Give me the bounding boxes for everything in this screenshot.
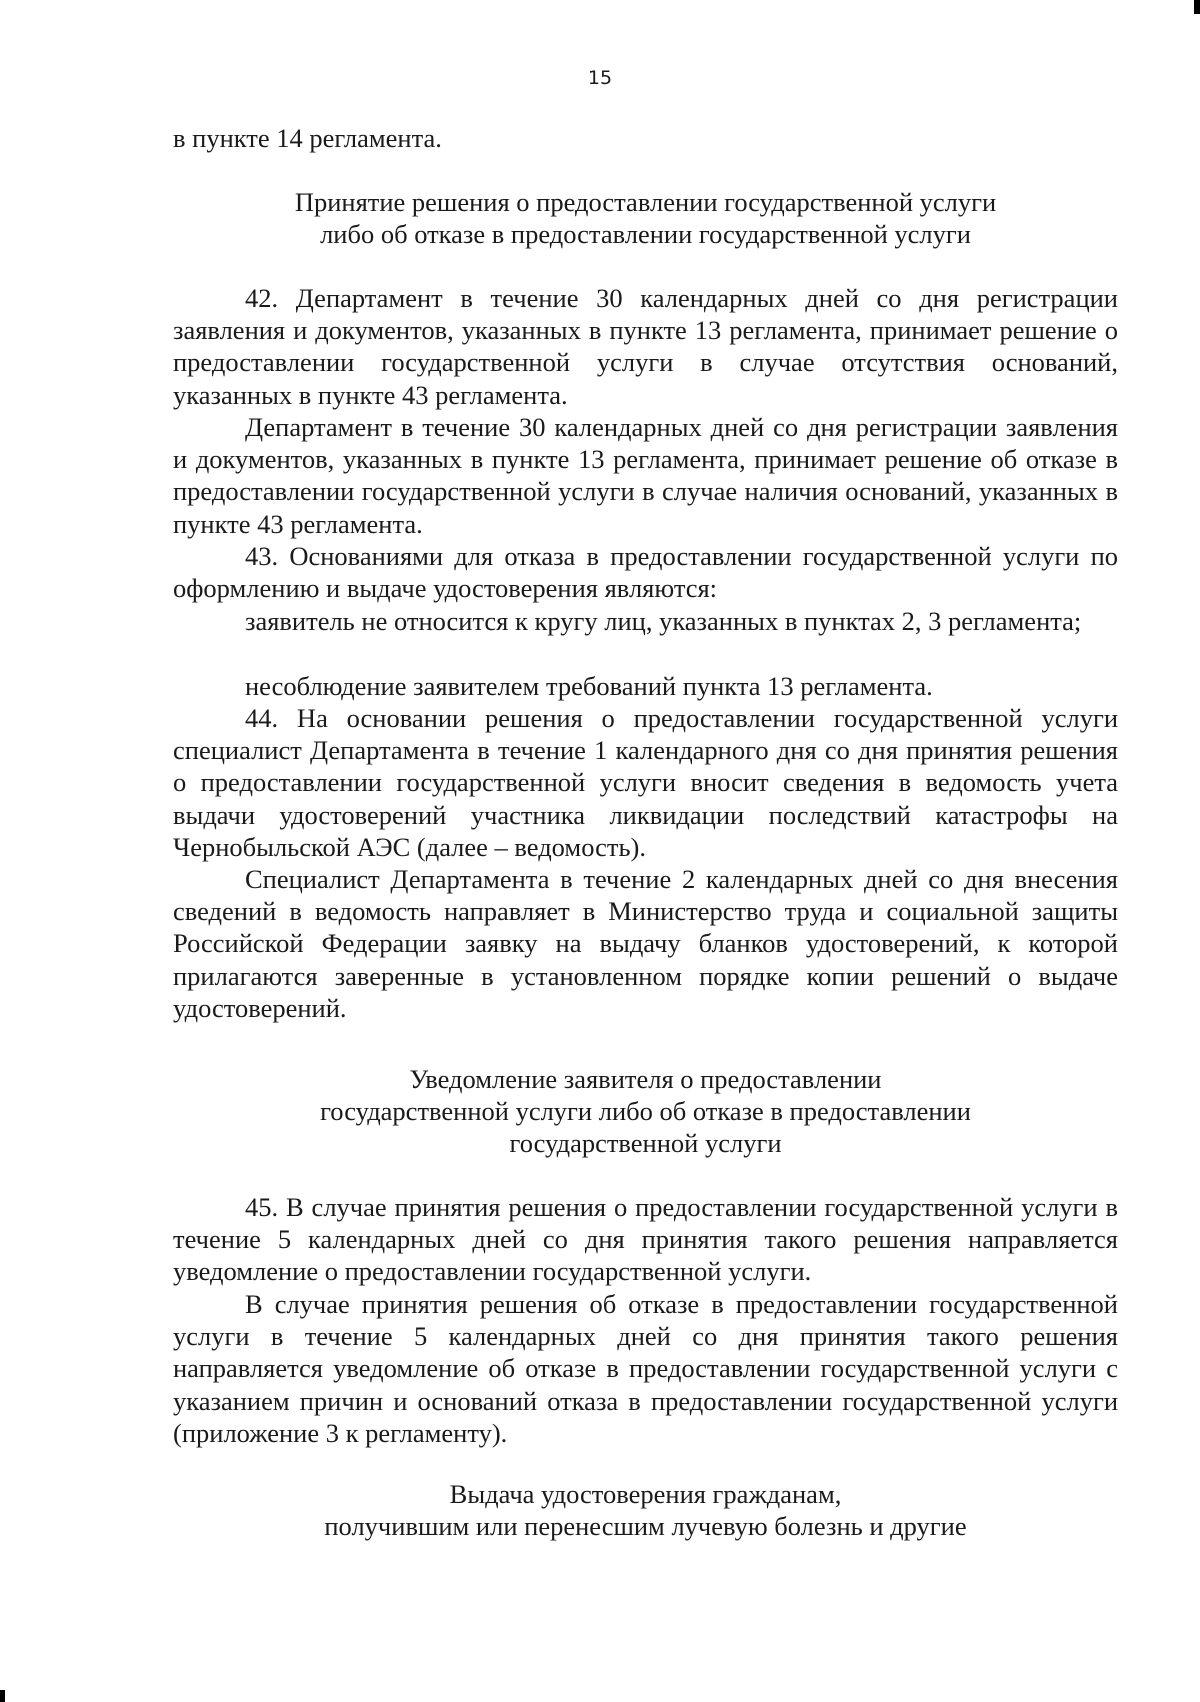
section-heading-issuance: Выдача удостоверения гражданам, получившим или перенесшим лучевую болезнь и другие [324,1479,967,1542]
scan-mark-bottom-left [0,1690,5,1702]
paragraph-continuation: в пункте 14 регламента. [173,123,442,153]
section-heading-notification: Уведомление заявителя о предоставлении государственной услуги либо об отказе в предоставлении государственной услуги [320,1064,971,1159]
paragraph-45: 45. В случае принятия решения о предоставлении государственной услуги в течение 5 календарных дней со дня принятия такого решения направляется уведомление о предоставлении государственной услуги. [173,1192,1118,1287]
paragraph-42-refusal: Департамент в течение 30 календарных дней со дня регистрации заявления и документов, указанных в пункте 13 регламента, принимает решение об отказе в предоставлении государственной услуги в случае наличия оснований, указанных в пункте 43 регламента. [173,412,1118,539]
scan-mark-top-right [1194,0,1200,14]
paragraph-43-item-2: несоблюдение заявителем требований пункта 13 регламента. [245,671,933,701]
section-heading-decision: Принятие решения о предоставлении государственной услуги либо об отказе в предоставлении государственной услуги [294,187,997,250]
paragraph-43: 43. Основаниями для отказа в предоставлении государственной услуги по оформлению и выдаче удостоверения являются: [173,541,1118,604]
page-number: 15 [587,67,613,89]
paragraph-44: 44. На основании решения о предоставлении государственной услуги специалист Департамента в течение 1 календарного дня со дня принятия решения о предоставлении государственной услуги вносит сведения в ведомость учета выдачи удостоверений участника ликвидации последствий катастрофы на Чернобыльской АЭС (далее – ведомость). [173,703,1118,862]
paragraph-43-item-1: заявитель не относится к кругу лиц, указанных в пунктах 2, 3 регламента; [245,606,1082,636]
paragraph-44-specialist: Специалист Департамента в течение 2 календарных дней со дня внесения сведений в ведомость направляет в Министерство труда и социальной защиты Российской Федерации заявку на выдачу бланков удостоверений, к которой прилагаются заверенные в установленном порядке копии решений о выдаче удостоверений. [173,864,1118,1023]
paragraph-42: 42. Департамент в течение 30 календарных дней со дня регистрации заявления и документов, указанных в пункте 13 регламента, принимает решение о предоставлении государственной услуги в случае отсутствия оснований, указанных в пункте 43 регламента. [173,283,1118,410]
paragraph-45-refusal: В случае принятия решения об отказе в предоставлении государственной услуги в течение 5 календарных дней со дня принятия такого решения направляется уведомление об отказе в предоставлении государственной услуги с указанием причин и оснований отказа в предоставлении государственной услуги (приложение 3 к регламенту). [173,1289,1118,1448]
